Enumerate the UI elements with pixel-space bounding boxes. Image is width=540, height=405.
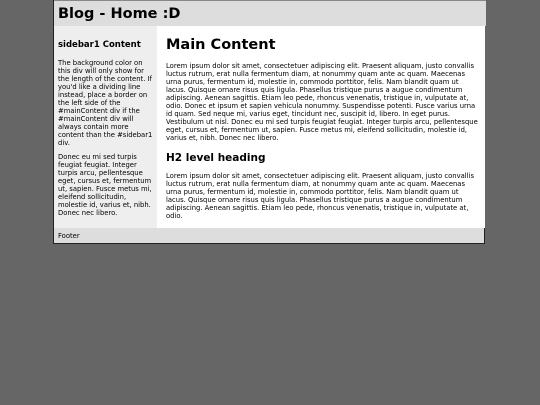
main-content <box>157 26 485 228</box>
main-title: Main Content <box>166 37 276 53</box>
page-footer: Footer <box>54 228 484 243</box>
main-paragraph: Lorem ipsum dolor sit amet, consectetuer adipiscing elit. Praesent aliquam, justo convallis luctus rutrum, erat nulla fermentum diam, at nonummy quam ante ac quam. Maecenas urna purus, fermentum id, molestie in, commodo porttitor, felis. Nam blandit quam ut lacus. Quisque ornare risus quis ligula. Phasellus tristique purus a augue condimentum adipiscing. Aenean sagittis. Etiam leo pede, rhoncus venenatis, tristique in, vulputate at, odio. <box>166 172 475 220</box>
sidebar-title: sidebar1 Content <box>58 40 141 50</box>
section-heading: H2 level heading <box>166 152 266 164</box>
sidebar <box>54 26 157 228</box>
sidebar-paragraph: The background color on this div will only show for the length of the content. If you'd like a dividing line instead, place a border on the left side of the #mainContent div if the #mainContent div will always contain more content than the #sidebar1 div. <box>58 59 153 147</box>
page-container <box>53 0 485 244</box>
site-title: Blog - Home :D <box>58 6 181 22</box>
page-header <box>54 0 486 26</box>
main-paragraph: Lorem ipsum dolor sit amet, consectetuer adipiscing elit. Praesent aliquam, justo convallis luctus rutrum, erat nulla fermentum diam, at nonummy quam ante ac quam. Maecenas urna purus, fermentum id, molestie in, commodo porttitor, felis. Nam blandit quam ut lacus. Quisque ornare risus quis ligula. Phasellus tristique purus a augue condimentum adipiscing. Aenean sagittis. Etiam leo pede, rhoncus venenatis, tristique in, vulputate at, odio. Donec et ipsum et sapien vehicula nonummy. Suspendisse potenti. Fusce varius urna id quam. Sed neque mi, varius eget, tincidunt nec, suscipit id, libero. In eget purus. Vestibulum ut nisl. Donec eu mi sed turpis feugiat feugiat. Integer turpis arcu, pellentesque eget, cursus et, fermentum ut, sapien. Fusce metus mi, eleifend sollicitudin, molestie id, varius et, nibh. Donec nec libero. <box>166 62 478 142</box>
sidebar-paragraph: Donec eu mi sed turpis feugiat feugiat. Integer turpis arcu, pellentesque eget, cursus et, fermentum ut, sapien. Fusce metus mi, eleifend sollicitudin, molestie id, varius et, nibh. Donec nec libero. <box>58 153 152 217</box>
